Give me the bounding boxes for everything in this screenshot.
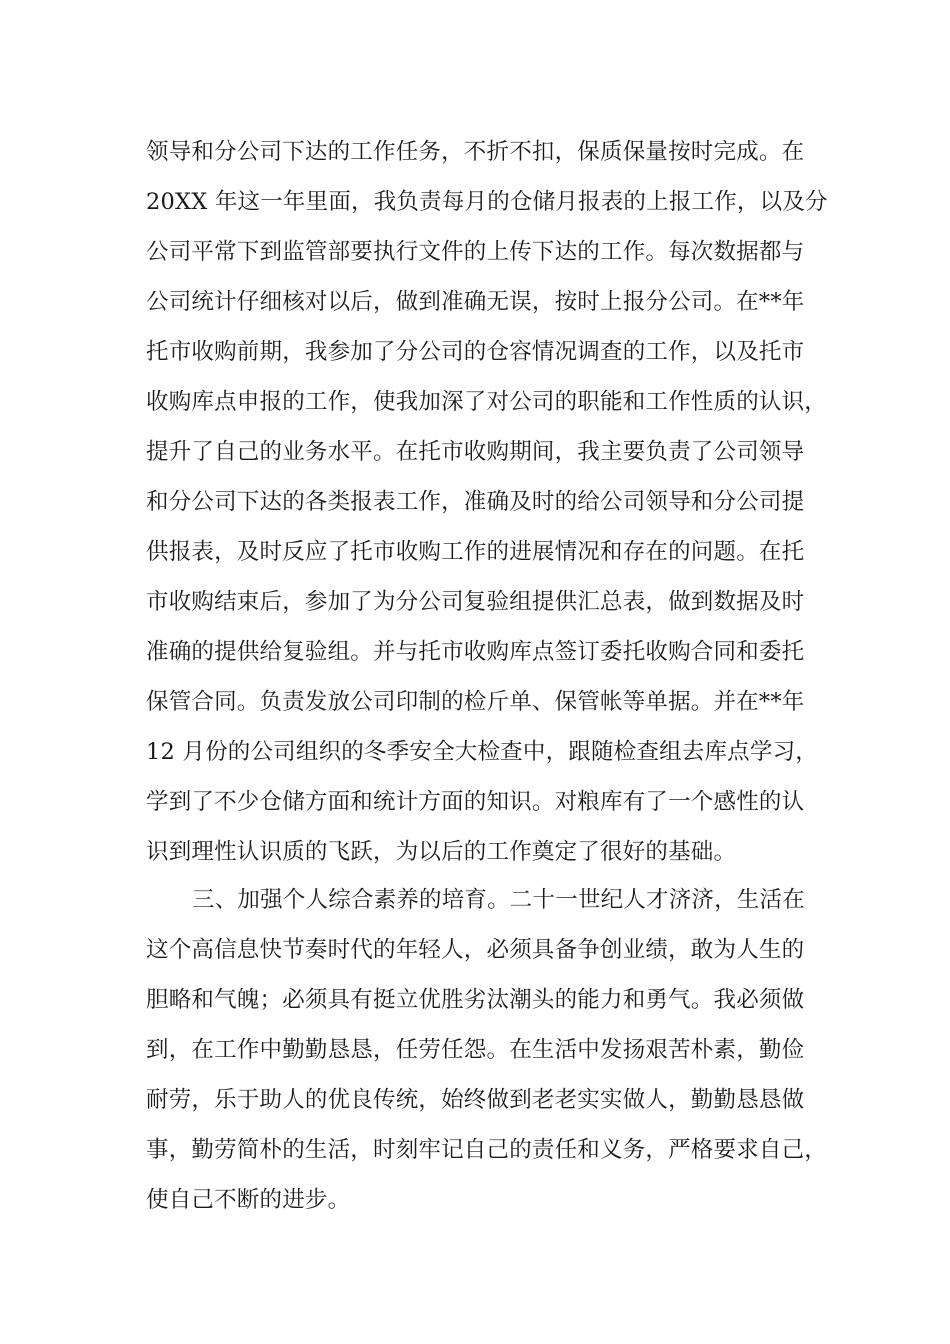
text-line: 到，在工作中勤勤恳恳，任劳任怨。在生活中发扬艰苦朴素，勤俭: [146, 1037, 805, 1063]
text-line: 20XX 年这一年里面，我负责每月的仓储月报表的上报工作，以及分: [146, 189, 828, 215]
text-line: 识到理性认识质的飞跃，为以后的工作奠定了很好的基础。: [146, 839, 737, 865]
text-line: 提升了自己的业务水平。在托市收购期间，我主要负责了公司领导: [146, 439, 805, 465]
text-line: 学到了不少仓储方面和统计方面的知识。对粮库有了一个感性的认: [146, 789, 805, 815]
text-line: 公司平常下到监管部要执行文件的上传下达的工作。每次数据都与: [146, 239, 805, 265]
text-line: 这个高信息快节奏时代的年轻人，必须具备争创业绩，敢为人生的: [146, 937, 805, 963]
text-line: 供报表，及时反应了托市收购工作的进展情况和存在的问题。在托: [146, 539, 805, 565]
text-line: 胆略和气魄；必须具有挺立优胜劣汰潮头的能力和勇气。我必须做: [146, 987, 805, 1013]
text-line: 收购库点申报的工作，使我加深了对公司的职能和工作性质的认识，: [146, 389, 828, 415]
text-line: 12 月份的公司组织的冬季安全大检查中，跟随检查组去库点学习，: [146, 739, 818, 765]
text-line: 耐劳，乐于助人的优良传统，始终做到老老实实做人，勤勤恳恳做: [146, 1087, 805, 1113]
text-line: 托市收购前期，我参加了分公司的仓容情况调查的工作，以及托市: [146, 339, 805, 365]
text-line: 保管合同。负责发放公司印制的检斤单、保管帐等单据。并在**年: [146, 689, 805, 715]
text-line: 公司统计仔细核对以后，做到准确无误，按时上报分公司。在**年: [146, 289, 805, 315]
text-line: 事，勤劳简朴的生活，时刻牢记自己的责任和义务，严格要求自己，: [146, 1137, 828, 1163]
text-line: 使自己不断的进步。: [146, 1187, 351, 1213]
paragraph-first-line: 三、加强个人综合素养的培育。二十一世纪人才济济，生活在: [192, 887, 805, 913]
text-line: 和分公司下达的各类报表工作，准确及时的给公司领导和分公司提: [146, 489, 805, 515]
text-line: 领导和分公司下达的工作任务，不折不扣，保质保量按时完成。在: [146, 139, 805, 165]
text-line: 准确的提供给复验组。并与托市收购库点签订委托收购合同和委托: [146, 639, 805, 665]
text-line: 市收购结束后，参加了为分公司复验组提供汇总表，做到数据及时: [146, 589, 805, 615]
